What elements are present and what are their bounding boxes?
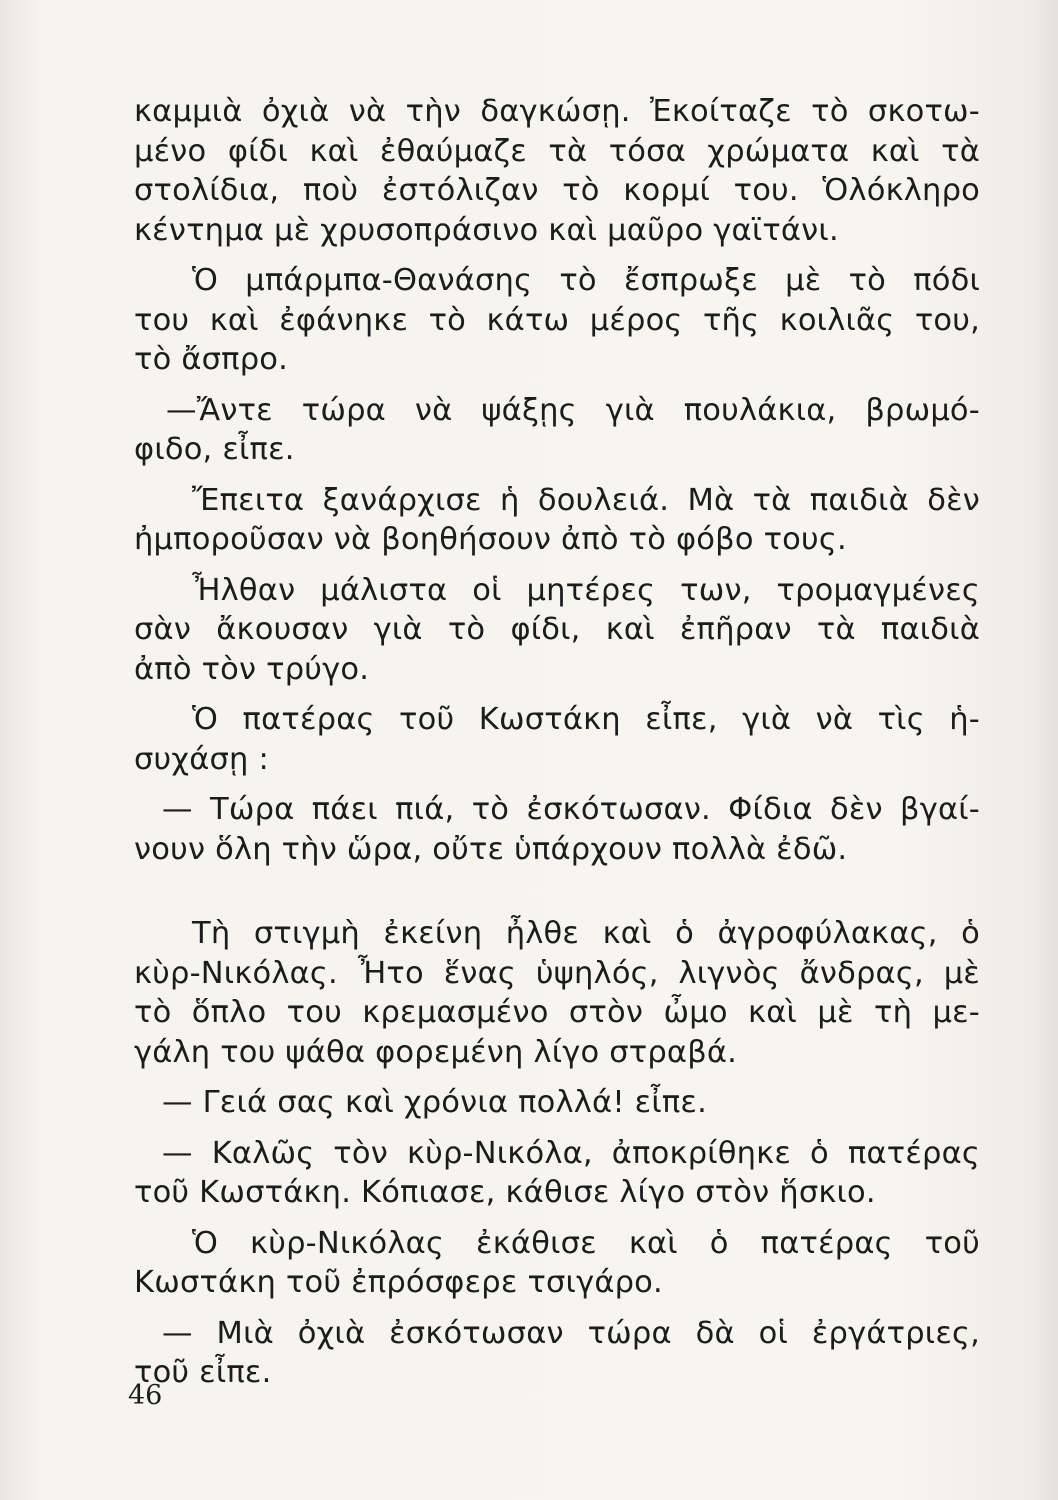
text-line: —Ἄντε τώρα νὰ ψάξῃς γιὰ πουλάκια, βρωμό- bbox=[166, 392, 980, 428]
text-line: Κωστάκη τοῦ ἐπρόσφερε τσιγάρο. bbox=[134, 1265, 663, 1300]
paragraph bbox=[134, 92, 980, 250]
paragraph-gap bbox=[134, 1123, 980, 1134]
text-line: συχάσῃ : bbox=[134, 741, 269, 777]
paragraph bbox=[134, 1314, 980, 1393]
text-line: σὰν ἄκουσαν γιὰ τὸ φίδι, καὶ ἐπῆραν τὰ παιδιὰ bbox=[134, 612, 980, 647]
paragraph-gap bbox=[134, 380, 980, 391]
text-line: Ὁ κὺρ-Νικόλας ἐκάθισε καὶ ὁ πατέρας τοῦ bbox=[192, 1225, 980, 1261]
text-line: ἀπὸ τὸν τρύγο. bbox=[134, 651, 370, 687]
paragraph bbox=[134, 1134, 980, 1213]
paragraph bbox=[134, 391, 980, 470]
text-line: τὸ ἄσπρο. bbox=[134, 342, 289, 377]
text-line: — Τώρα πάει πιά, τὸ ἐσκότωσαν. Φίδια δὲν βγαί- bbox=[162, 792, 980, 827]
paragraph-gap bbox=[134, 689, 980, 700]
text-line: καμμιὰ ὀχιὰ νὰ τὴν δαγκώσῃ. Ἐκοίταζε τὸ σκοτω- bbox=[134, 94, 980, 129]
paragraph bbox=[134, 914, 980, 1072]
text-line: Ἦλθαν μάλιστα οἱ μητέρες των, τρομαγμένες bbox=[192, 572, 980, 608]
text-line: φιδο, εἶπε. bbox=[134, 432, 295, 467]
text-line: μένο φίδι καὶ ἐθαύμαζε τὰ τόσα χρώματα καὶ τὰ bbox=[134, 133, 980, 169]
body-text bbox=[134, 92, 980, 1393]
paragraph-gap bbox=[134, 560, 980, 571]
paragraph bbox=[134, 1224, 980, 1303]
text-line: κέντημα μὲ χρυσοπράσινο καὶ μαῦρο γαϊτάνι. bbox=[134, 212, 839, 248]
paragraph-gap bbox=[134, 1303, 980, 1314]
text-line: Ὁ πατέρας τοῦ Κωστάκη εἶπε, γιὰ νὰ τὶς ἡ- bbox=[192, 702, 980, 737]
text-line: — Καλῶς τὸν κὺρ-Νικόλα, ἀποκρίθηκε ὁ πατέρας bbox=[162, 1135, 980, 1171]
text-line: τοῦ Κωστάκη. Κόπιασε, κάθισε λίγο στὸν ἥσκιο. bbox=[134, 1175, 876, 1210]
paragraph-gap bbox=[134, 1213, 980, 1224]
paragraph bbox=[134, 700, 980, 779]
paragraph bbox=[134, 571, 980, 690]
paragraph-gap bbox=[134, 250, 980, 261]
text-line: Τὴ στιγμὴ ἐκείνη ἦλθε καὶ ὁ ἀγροφύλακας, ὁ bbox=[192, 916, 980, 951]
text-line: νουν ὅλη τὴν ὥρα, οὔτε ὑπάρχουν πολλὰ ἐδῶ. bbox=[134, 831, 848, 867]
paragraph-gap bbox=[134, 470, 980, 481]
text-line: γάλη του ψάθα φορεμένη λίγο στραβά. bbox=[134, 1034, 738, 1070]
paragraph bbox=[134, 481, 980, 560]
paragraph bbox=[134, 790, 980, 869]
paragraph-gap bbox=[134, 779, 980, 790]
page-number: 46 bbox=[128, 1380, 163, 1411]
text-line: του καὶ ἐφάνηκε τὸ κάτω μέρος τῆς κοιλιᾶς του, bbox=[134, 302, 980, 338]
text-line: κὺρ-Νικόλας. Ἦτο ἕνας ὑψηλός, λιγνὸς ἄνδρας, μὲ bbox=[134, 955, 980, 991]
text-line: — Γειά σας καὶ χρόνια πολλά! εἶπε. bbox=[162, 1085, 708, 1120]
text-line: Ὁ μπάρμπα-Θανάσης τὸ ἔσπρωξε μὲ τὸ πόδι bbox=[192, 263, 980, 298]
text-line: στολίδια, ποὺ ἐστόλιζαν τὸ κορμί του. Ὁλόκληρο bbox=[134, 173, 980, 208]
paragraph bbox=[134, 1083, 980, 1123]
paragraph-gap bbox=[134, 1072, 980, 1083]
text-line: ἠμποροῦσαν νὰ βοηθήσουν ἀπὸ τὸ φόβο τους. bbox=[134, 522, 847, 557]
text-line: τὸ ὅπλο του κρεμασμένο στὸν ὦμο καὶ μὲ τὴ με- bbox=[134, 995, 980, 1030]
text-line: Ἔπειτα ξανάρχισε ἡ δουλειά. Μὰ τὰ παιδιὰ δὲν bbox=[192, 482, 980, 518]
section-break bbox=[134, 869, 980, 914]
text-line: — Μιὰ ὀχιὰ ἐσκότωσαν τώρα δὰ οἱ ἐργάτριες, bbox=[162, 1315, 980, 1351]
paragraph bbox=[134, 261, 980, 380]
text-line: τοῦ εἶπε. bbox=[134, 1355, 272, 1390]
